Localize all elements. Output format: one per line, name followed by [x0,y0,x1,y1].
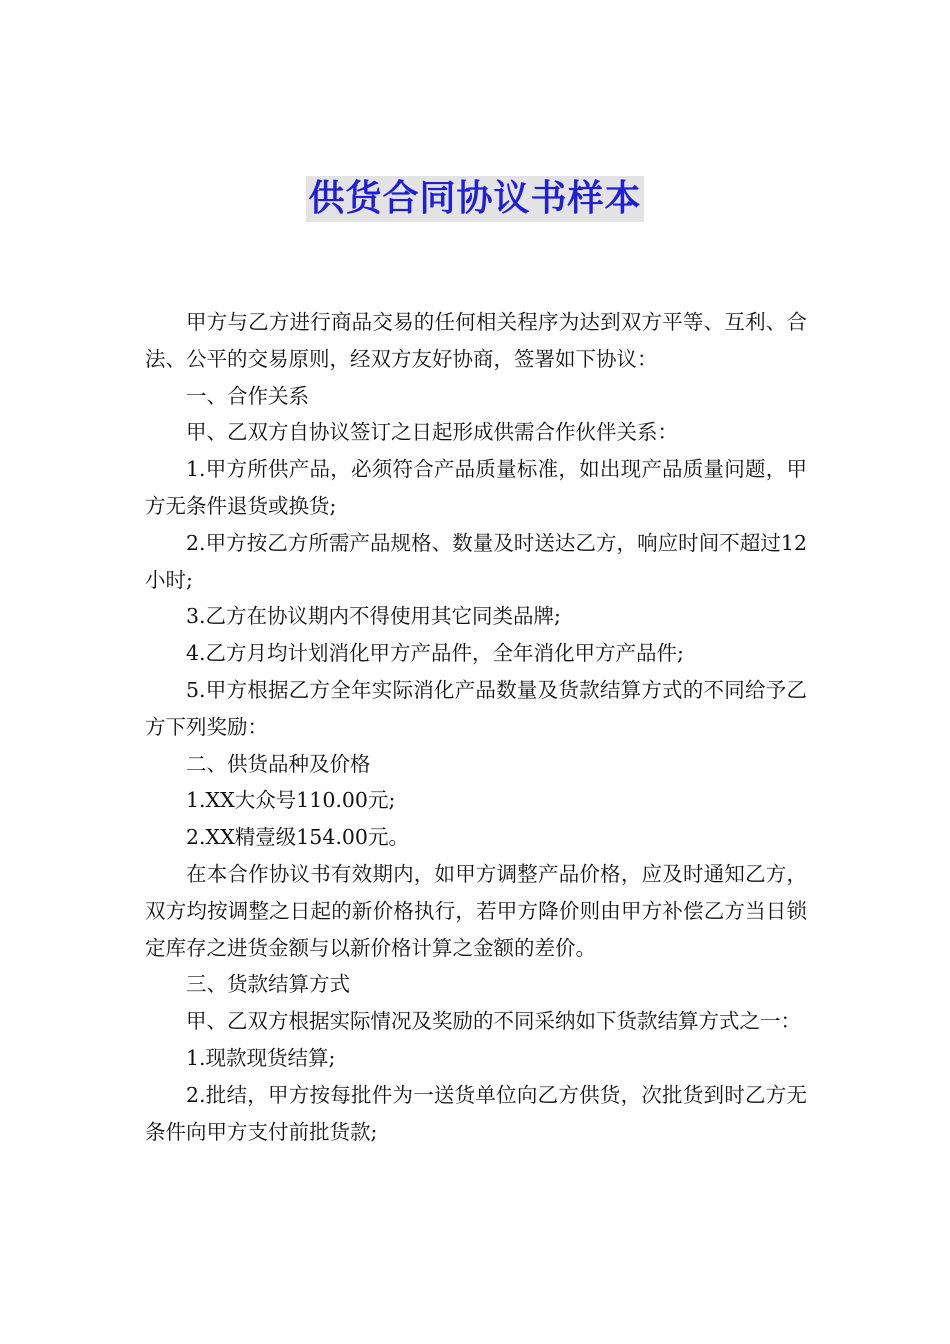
clause-item-5: 5.甲方根据乙方全年实际消化产品数量及货款结算方式的不同给予乙方下列奖励： [145,677,807,739]
clause-item-4: 4.乙方月均计划消化甲方产品件，全年消化甲方产品件; [186,641,684,666]
payment-item-2: 2.批结，甲方按每批件为一送货单位向乙方供货，次批货到时乙方无条件向甲方支付前批货款; [145,1082,807,1144]
paragraph-preamble: 甲方与乙方进行商品交易的任何相关程序为达到双方平等、互利、合法、公平的交易原则，经双方友好协商，签署如下协议： [145,310,807,371]
document-title: 供货合同协议书样本 [306,176,643,222]
clause-item-2: 2.甲方按乙方所需产品规格、数量及时送达乙方，响应时间不超过12小时; [145,530,807,592]
paragraph-price-adjustment: 在本合作协议书有效期内，如甲方调整产品价格，应及时通知乙方，双方均按调整之日起的新价格执行，若甲方降价则由甲方补偿乙方当日锁定库存之进货金额与以新价格计算之金额的差价。 [145,861,807,960]
document-body [145,304,807,1150]
price-item-2: 2.XX精壹级154.00元。 [186,825,409,850]
clause-item-3: 3.乙方在协议期内不得使用其它同类品牌; [186,604,561,629]
section-heading-cooperation: 一、合作关系 [186,383,309,408]
section-heading-payment: 三、货款结算方式 [186,972,350,997]
paragraph-payment-intro: 甲、乙双方根据实际情况及奖励的不同采纳如下货款结算方式之一： [186,1009,801,1034]
title-container [0,176,950,222]
section-heading-products-prices: 二、供货品种及价格 [186,751,371,776]
price-item-1: 1.XX大众号110.00元; [186,788,396,813]
paragraph-cooperation-intro: 甲、乙双方自协议签订之日起形成供需合作伙伴关系： [186,420,678,445]
clause-item-1: 1.甲方所供产品，必须符合产品质量标准，如出现产品质量问题，甲方无条件退货或换货; [145,457,807,518]
payment-item-1: 1.现款现货结算; [186,1045,336,1070]
